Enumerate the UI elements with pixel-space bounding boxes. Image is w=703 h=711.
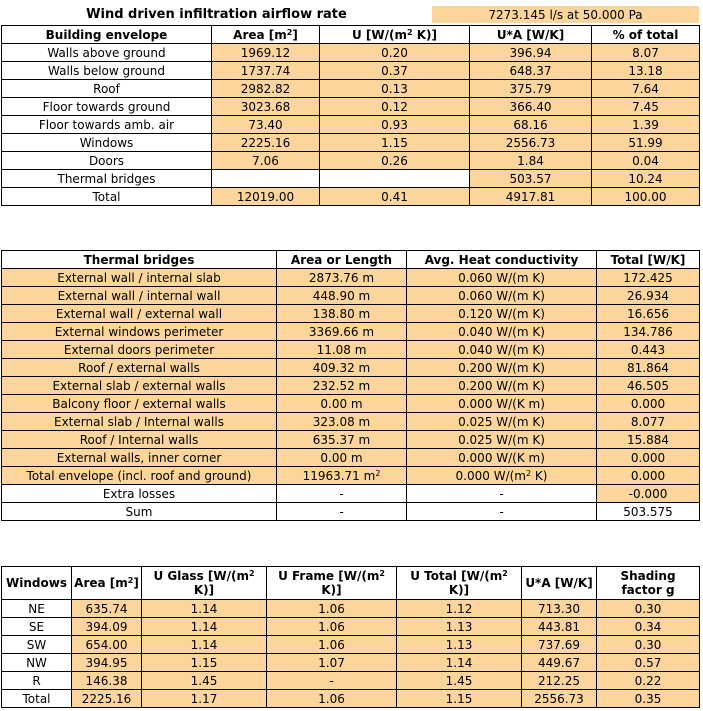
cell-direction: SW — [2, 636, 72, 654]
cell-ua: 737.69 — [522, 636, 597, 654]
cell-area — [212, 170, 320, 188]
bridges-row — [2, 413, 700, 431]
cell-name: External slab / Internal walls — [2, 413, 277, 431]
bridges-extra-row — [2, 485, 700, 503]
cell-total: 8.077 — [597, 413, 700, 431]
cell-name: External wall / internal wall — [2, 287, 277, 305]
cell-u-total: 1.13 — [397, 618, 522, 636]
cell-area: 7.06 — [212, 152, 320, 170]
cell-name: Thermal bridges — [2, 170, 212, 188]
cell-conductivity: - — [407, 503, 597, 521]
cell-u-value: 1.15 — [320, 134, 470, 152]
cell-conductivity: 0.000 $W/(m^2$ K) — [407, 467, 597, 485]
cell-area: 1969.12 — [212, 44, 320, 62]
windows-header-uframe: U Frame [$W/(m^2$ K)] — [267, 567, 397, 600]
cell-u-glass: 1.17 — [142, 690, 267, 708]
bridges-row — [2, 341, 700, 359]
cell-conductivity: 0.200 W/(m K) — [407, 359, 597, 377]
windows-row — [2, 672, 700, 690]
windows-table — [1, 566, 700, 708]
cell-percent: 100.00 — [592, 188, 700, 206]
cell-length: 0.00 m — [277, 395, 407, 413]
cell-conductivity: 0.200 W/(m K) — [407, 377, 597, 395]
cell-total: 16.656 — [597, 305, 700, 323]
cell-length: 3369.66 m — [277, 323, 407, 341]
cell-ua: 1.84 — [470, 152, 592, 170]
cell-u-frame: 1.06 — [267, 690, 397, 708]
cell-length: 232.52 m — [277, 377, 407, 395]
windows-header-area: Area $[m^2]$ — [72, 567, 142, 600]
cell-percent: 0.04 — [592, 152, 700, 170]
cell-u-glass: 1.14 — [142, 618, 267, 636]
bridges-header-name: Thermal bridges — [2, 251, 277, 269]
cell-ua: 396.94 — [470, 44, 592, 62]
cell-ua: 449.67 — [522, 654, 597, 672]
cell-name: Total — [2, 188, 212, 206]
cell-conductivity: 0.120 W/(m K) — [407, 305, 597, 323]
bridges-header-row — [2, 251, 700, 269]
cell-percent: 51.99 — [592, 134, 700, 152]
windows-row — [2, 636, 700, 654]
infiltration-header — [1, 6, 699, 23]
cell-length: 11.08 m — [277, 341, 407, 359]
cell-total: 0.443 — [597, 341, 700, 359]
envelope-row — [2, 134, 700, 152]
cell-ua: 212.25 — [522, 672, 597, 690]
cell-u-total: 1.14 — [397, 654, 522, 672]
cell-name: External slab / external walls — [2, 377, 277, 395]
cell-total: 0.000 — [597, 467, 700, 485]
bridges-row — [2, 431, 700, 449]
bridges-sum-row — [2, 503, 700, 521]
cell-u-glass: 1.14 — [142, 600, 267, 618]
cell-area: 12019.00 — [212, 188, 320, 206]
cell-u-total: 1.45 — [397, 672, 522, 690]
cell-ua: 503.57 — [470, 170, 592, 188]
cell-name: Sum — [2, 503, 277, 521]
cell-ua: 2556.73 — [522, 690, 597, 708]
cell-ua: 366.40 — [470, 98, 592, 116]
cell-u-frame: 1.06 — [267, 636, 397, 654]
cell-name: Windows — [2, 134, 212, 152]
windows-row — [2, 618, 700, 636]
cell-direction: NW — [2, 654, 72, 672]
cell-u-total: 1.12 — [397, 600, 522, 618]
bridges-row — [2, 323, 700, 341]
cell-conductivity: 0.025 W/(m K) — [407, 413, 597, 431]
cell-length: 2873.76 m — [277, 269, 407, 287]
windows-row — [2, 690, 700, 708]
cell-shading: 0.30 — [597, 636, 700, 654]
infiltration-label: Wind driven infiltration airflow rate — [86, 6, 347, 22]
cell-u-frame: 1.07 — [267, 654, 397, 672]
cell-conductivity: 0.040 W/(m K) — [407, 323, 597, 341]
cell-name: Floor towards ground — [2, 98, 212, 116]
cell-total: 0.000 — [597, 395, 700, 413]
envelope-row — [2, 44, 700, 62]
cell-name: External walls, inner corner — [2, 449, 277, 467]
cell-shading: 0.22 — [597, 672, 700, 690]
cell-name: Doors — [2, 152, 212, 170]
envelope-row — [2, 98, 700, 116]
cell-u-value: 0.13 — [320, 80, 470, 98]
windows-row — [2, 600, 700, 618]
bridges-header-conductivity: Avg. Heat conductivity — [407, 251, 597, 269]
cell-ua: 2556.73 — [470, 134, 592, 152]
envelope-header-ua: U*A [W/K] — [470, 26, 592, 44]
cell-percent: 10.24 — [592, 170, 700, 188]
cell-name: Balcony floor / external walls — [2, 395, 277, 413]
cell-shading: 0.35 — [597, 690, 700, 708]
cell-shading: 0.34 — [597, 618, 700, 636]
cell-total: 172.425 — [597, 269, 700, 287]
cell-total: 0.000 — [597, 449, 700, 467]
bridges-envelope-row — [2, 467, 700, 485]
bridges-header-total: Total [W/K] — [597, 251, 700, 269]
cell-total: 81.864 — [597, 359, 700, 377]
windows-header-shading: Shading factor g — [597, 567, 700, 600]
cell-length: 11963.71 $m^2$ — [277, 467, 407, 485]
windows-header-windows: Windows — [2, 567, 72, 600]
cell-u-frame: 1.06 — [267, 618, 397, 636]
cell-length: - — [277, 485, 407, 503]
cell-name: Extra losses — [2, 485, 277, 503]
cell-percent: 13.18 — [592, 62, 700, 80]
cell-u-value: 0.37 — [320, 62, 470, 80]
cell-u-value: 0.26 — [320, 152, 470, 170]
cell-ua: 375.79 — [470, 80, 592, 98]
thermal-bridges-table — [1, 250, 700, 521]
cell-area: 394.95 — [72, 654, 142, 672]
cell-direction: Total — [2, 690, 72, 708]
cell-name: External wall / internal slab — [2, 269, 277, 287]
cell-length: - — [277, 503, 407, 521]
cell-ua: 68.16 — [470, 116, 592, 134]
windows-header-ua: U*A [W/K] — [522, 567, 597, 600]
cell-percent: 7.64 — [592, 80, 700, 98]
cell-u-glass: 1.14 — [142, 636, 267, 654]
bridges-row — [2, 449, 700, 467]
windows-header-utotal: U Total [$W/(m^2$ K)] — [397, 567, 522, 600]
envelope-header-pct: % of total — [592, 26, 700, 44]
cell-u-value: 0.20 — [320, 44, 470, 62]
cell-u-value: 0.41 — [320, 188, 470, 206]
envelope-row — [2, 152, 700, 170]
bridges-header-length: Area or Length — [277, 251, 407, 269]
cell-area: 635.74 — [72, 600, 142, 618]
cell-area: 2225.16 — [72, 690, 142, 708]
envelope-header-row — [2, 26, 700, 44]
cell-length: 323.08 m — [277, 413, 407, 431]
cell-conductivity: 0.060 W/(m K) — [407, 287, 597, 305]
cell-ua: 4917.81 — [470, 188, 592, 206]
cell-name: Roof — [2, 80, 212, 98]
cell-area: 146.38 — [72, 672, 142, 690]
cell-total: -0.000 — [597, 485, 700, 503]
envelope-header-area: Area $[m^2]$ — [212, 26, 320, 44]
cell-ua: 443.81 — [522, 618, 597, 636]
envelope-row — [2, 80, 700, 98]
cell-u-frame: - — [267, 672, 397, 690]
cell-u-glass: 1.45 — [142, 672, 267, 690]
cell-length: 635.37 m — [277, 431, 407, 449]
cell-direction: R — [2, 672, 72, 690]
cell-name: External windows perimeter — [2, 323, 277, 341]
cell-direction: SE — [2, 618, 72, 636]
cell-name: Total envelope (incl. roof and ground) — [2, 467, 277, 485]
cell-conductivity: 0.000 W/(K m) — [407, 449, 597, 467]
cell-shading: 0.30 — [597, 600, 700, 618]
cell-u-total: 1.15 — [397, 690, 522, 708]
windows-row — [2, 654, 700, 672]
cell-conductivity: 0.040 W/(m K) — [407, 341, 597, 359]
cell-area: 3023.68 — [212, 98, 320, 116]
building-envelope-table — [1, 25, 700, 206]
bridges-row — [2, 305, 700, 323]
cell-direction: NE — [2, 600, 72, 618]
bridges-row — [2, 395, 700, 413]
bridges-row — [2, 287, 700, 305]
windows-header-uglass: U Glass [$W/(m^2$ K)] — [142, 567, 267, 600]
cell-length: 0.00 m — [277, 449, 407, 467]
bridges-row — [2, 359, 700, 377]
cell-area: 1737.74 — [212, 62, 320, 80]
cell-name: External wall / external wall — [2, 305, 277, 323]
cell-total: 26.934 — [597, 287, 700, 305]
cell-area: 2225.16 — [212, 134, 320, 152]
bridges-row — [2, 269, 700, 287]
cell-shading: 0.57 — [597, 654, 700, 672]
cell-ua: 713.30 — [522, 600, 597, 618]
envelope-row — [2, 188, 700, 206]
cell-name: Roof / Internal walls — [2, 431, 277, 449]
cell-name: Walls below ground — [2, 62, 212, 80]
cell-u-value — [320, 170, 470, 188]
cell-u-glass: 1.15 — [142, 654, 267, 672]
cell-percent: 7.45 — [592, 98, 700, 116]
bridges-row — [2, 377, 700, 395]
windows-header-row — [2, 567, 700, 600]
infiltration-value: 7273.145 l/s at 50.000 Pa — [432, 6, 699, 23]
cell-conductivity: 0.000 W/(K m) — [407, 395, 597, 413]
cell-ua: 648.37 — [470, 62, 592, 80]
envelope-row — [2, 170, 700, 188]
cell-area: 394.09 — [72, 618, 142, 636]
cell-length: 138.80 m — [277, 305, 407, 323]
cell-conductivity: 0.060 W/(m K) — [407, 269, 597, 287]
cell-name: Roof / external walls — [2, 359, 277, 377]
cell-name: External doors perimeter — [2, 341, 277, 359]
cell-total: 46.505 — [597, 377, 700, 395]
cell-area: 73.40 — [212, 116, 320, 134]
cell-name: Walls above ground — [2, 44, 212, 62]
cell-u-frame: 1.06 — [267, 600, 397, 618]
cell-u-value: 0.93 — [320, 116, 470, 134]
cell-total: 15.884 — [597, 431, 700, 449]
envelope-header-name: Building envelope — [2, 26, 212, 44]
cell-length: 448.90 m — [277, 287, 407, 305]
envelope-row — [2, 116, 700, 134]
cell-percent: 8.07 — [592, 44, 700, 62]
envelope-row — [2, 62, 700, 80]
cell-length: 409.32 m — [277, 359, 407, 377]
cell-u-total: 1.13 — [397, 636, 522, 654]
cell-percent: 1.39 — [592, 116, 700, 134]
cell-name: Floor towards amb. air — [2, 116, 212, 134]
cell-total: 503.575 — [597, 503, 700, 521]
cell-u-value: 0.12 — [320, 98, 470, 116]
cell-total: 134.786 — [597, 323, 700, 341]
cell-conductivity: 0.025 W/(m K) — [407, 431, 597, 449]
cell-conductivity: - — [407, 485, 597, 503]
envelope-header-u: U [$W/(m^2$ K)] — [320, 26, 470, 44]
cell-area: 2982.82 — [212, 80, 320, 98]
cell-area: 654.00 — [72, 636, 142, 654]
